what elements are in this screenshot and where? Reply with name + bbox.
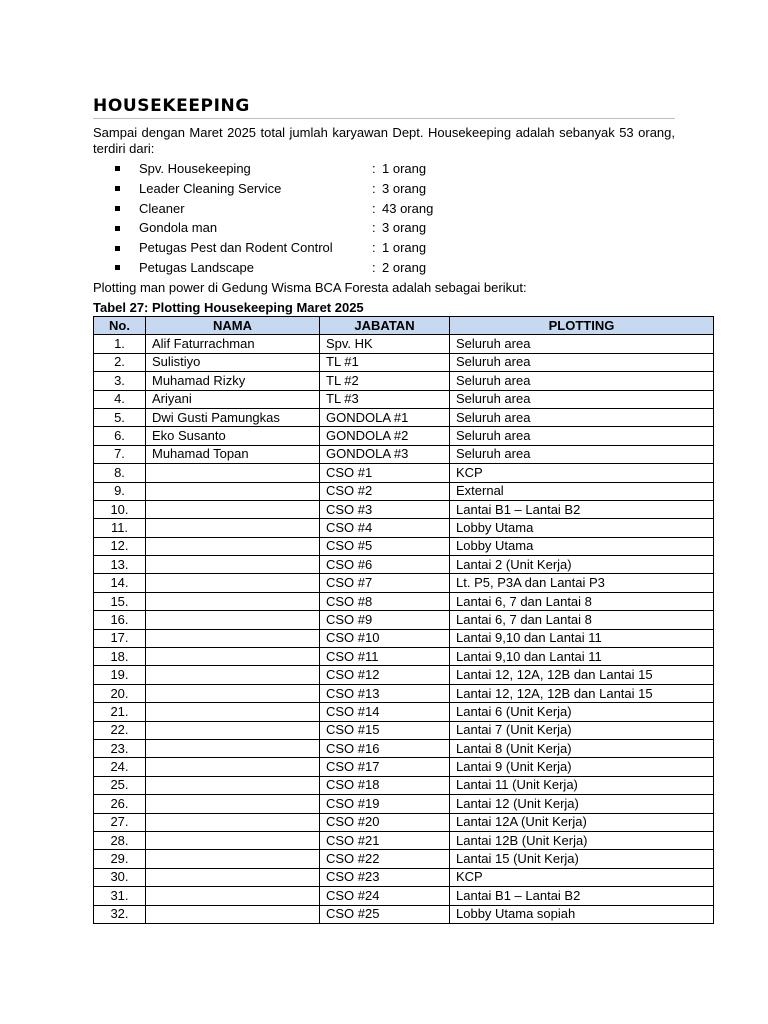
- cell-plotting: Lantai B1 – Lantai B2: [450, 500, 714, 518]
- table-row: [94, 684, 714, 702]
- cell-no: 24.: [94, 758, 146, 776]
- header-plotting: PLOTTING: [450, 317, 714, 335]
- table-row: [94, 335, 714, 353]
- cell-jabatan: CSO #15: [320, 721, 450, 739]
- cell-jabatan: CSO #19: [320, 795, 450, 813]
- staff-count: 3 orang: [382, 180, 427, 196]
- cell-no: 2.: [94, 353, 146, 371]
- cell-nama: [146, 795, 320, 813]
- cell-plotting: Lobby Utama: [450, 537, 714, 555]
- cell-plotting: Lantai 11 (Unit Kerja): [450, 776, 714, 794]
- table-row: [94, 445, 714, 463]
- cell-plotting: Lantai 12B (Unit Kerja): [450, 831, 714, 849]
- heading-divider: [93, 118, 675, 119]
- cell-jabatan: CSO #13: [320, 684, 450, 702]
- cell-nama: [146, 666, 320, 684]
- cell-no: 3.: [94, 372, 146, 390]
- cell-plotting: Lantai 12, 12A, 12B dan Lantai 15: [450, 666, 714, 684]
- staff-separator: :: [372, 200, 376, 216]
- cell-plotting: Lobby Utama sopiah: [450, 905, 714, 923]
- cell-jabatan: CSO #23: [320, 868, 450, 886]
- cell-jabatan: CSO #1: [320, 464, 450, 482]
- cell-no: 16.: [94, 611, 146, 629]
- cell-jabatan: Spv. HK: [320, 335, 450, 353]
- cell-nama: [146, 739, 320, 757]
- header-nama: NAMA: [146, 317, 320, 335]
- table-row: [94, 592, 714, 610]
- square-bullet-icon: [115, 219, 120, 237]
- staff-count: 1 orang: [382, 240, 427, 256]
- cell-no: 28.: [94, 831, 146, 849]
- cell-nama: [146, 574, 320, 592]
- plotting-note: Plotting man power di Gedung Wisma BCA Foresta adalah sebagai berikut:: [93, 280, 527, 295]
- header-jabatan: JABATAN: [320, 317, 450, 335]
- intro-paragraph: Sampai dengan Maret 2025 total jumlah karyawan Dept. Housekeeping adalah sebanyak 53 orang, terdiri dari:: [93, 125, 675, 156]
- cell-nama: [146, 592, 320, 610]
- cell-plotting: Seluruh area: [450, 390, 714, 408]
- cell-plotting: Lantai 12 (Unit Kerja): [450, 795, 714, 813]
- cell-no: 5.: [94, 408, 146, 426]
- staff-count: 1 orang: [382, 161, 427, 176]
- cell-jabatan: CSO #6: [320, 556, 450, 574]
- cell-plotting: Lt. P5, P3A dan Lantai P3: [450, 574, 714, 592]
- cell-plotting: Lantai 2 (Unit Kerja): [450, 556, 714, 574]
- section-heading: HOUSEKEEPING: [93, 96, 250, 116]
- cell-no: 25.: [94, 776, 146, 794]
- header-no: No.: [94, 317, 146, 335]
- cell-no: 1.: [94, 335, 146, 353]
- cell-plotting: KCP: [450, 464, 714, 482]
- cell-plotting: Seluruh area: [450, 445, 714, 463]
- cell-no: 23.: [94, 739, 146, 757]
- cell-no: 17.: [94, 629, 146, 647]
- table-row: [94, 776, 714, 794]
- cell-jabatan: CSO #16: [320, 739, 450, 757]
- cell-nama: [146, 556, 320, 574]
- cell-plotting: Lantai 9 (Unit Kerja): [450, 758, 714, 776]
- cell-no: 14.: [94, 574, 146, 592]
- cell-jabatan: CSO #10: [320, 629, 450, 647]
- cell-nama: [146, 500, 320, 518]
- cell-jabatan: TL #1: [320, 353, 450, 371]
- cell-no: 30.: [94, 868, 146, 886]
- table-row: [94, 408, 714, 426]
- table-row: [94, 887, 714, 905]
- cell-no: 7.: [94, 445, 146, 463]
- table-row: [94, 353, 714, 371]
- square-bullet-icon: [115, 239, 120, 257]
- cell-plotting: Seluruh area: [450, 427, 714, 445]
- cell-nama: [146, 776, 320, 794]
- cell-jabatan: CSO #4: [320, 519, 450, 537]
- table-row: [94, 813, 714, 831]
- cell-no: 26.: [94, 795, 146, 813]
- cell-plotting: Seluruh area: [450, 372, 714, 390]
- staff-separator: :: [372, 240, 376, 256]
- cell-jabatan: CSO #24: [320, 887, 450, 905]
- table-row: [94, 703, 714, 721]
- cell-plotting: Lantai 7 (Unit Kerja): [450, 721, 714, 739]
- cell-nama: Muhamad Topan: [146, 445, 320, 463]
- table-row: [94, 795, 714, 813]
- staff-separator: :: [372, 259, 376, 275]
- staff-role: Spv. Housekeeping: [139, 161, 251, 176]
- table-row: [94, 500, 714, 518]
- table-row: [94, 648, 714, 666]
- table-body: [94, 335, 714, 924]
- cell-no: 8.: [94, 464, 146, 482]
- cell-plotting: Seluruh area: [450, 335, 714, 353]
- cell-no: 31.: [94, 887, 146, 905]
- cell-jabatan: CSO #14: [320, 703, 450, 721]
- cell-plotting: Seluruh area: [450, 408, 714, 426]
- cell-plotting: Lantai 6 (Unit Kerja): [450, 703, 714, 721]
- cell-nama: [146, 464, 320, 482]
- cell-jabatan: CSO #18: [320, 776, 450, 794]
- cell-plotting: Seluruh area: [450, 353, 714, 371]
- staff-separator: :: [372, 220, 376, 236]
- cell-no: 6.: [94, 427, 146, 445]
- cell-no: 29.: [94, 850, 146, 868]
- cell-nama: [146, 684, 320, 702]
- staff-role: Cleaner: [139, 200, 185, 216]
- table-row: [94, 611, 714, 629]
- cell-plotting: Lantai B1 – Lantai B2: [450, 887, 714, 905]
- table-caption: Tabel 27: Plotting Housekeeping Maret 2025: [93, 300, 364, 315]
- cell-nama: Alif Faturrachman: [146, 335, 320, 353]
- staff-role: Leader Cleaning Service: [139, 180, 282, 196]
- table-row: [94, 831, 714, 849]
- staff-count: 3 orang: [382, 220, 427, 236]
- cell-no: 32.: [94, 905, 146, 923]
- cell-jabatan: TL #2: [320, 372, 450, 390]
- square-bullet-icon: [115, 180, 120, 198]
- table-row: [94, 519, 714, 537]
- cell-plotting: Lantai 15 (Unit Kerja): [450, 850, 714, 868]
- cell-no: 20.: [94, 684, 146, 702]
- cell-jabatan: CSO #21: [320, 831, 450, 849]
- table-row: [94, 390, 714, 408]
- table-row: [94, 739, 714, 757]
- square-bullet-icon: [115, 160, 120, 178]
- cell-no: 11.: [94, 519, 146, 537]
- staff-count: 2 orang: [382, 259, 427, 275]
- plotting-table: [93, 316, 714, 924]
- cell-jabatan: GONDOLA #1: [320, 408, 450, 426]
- cell-jabatan: CSO #3: [320, 500, 450, 518]
- table-row: [94, 372, 714, 390]
- cell-jabatan: GONDOLA #2: [320, 427, 450, 445]
- cell-plotting: Lantai 9,10 dan Lantai 11: [450, 648, 714, 666]
- cell-plotting: Lantai 6, 7 dan Lantai 8: [450, 592, 714, 610]
- cell-plotting: Lantai 6, 7 dan Lantai 8: [450, 611, 714, 629]
- cell-nama: [146, 537, 320, 555]
- cell-nama: [146, 648, 320, 666]
- cell-no: 4.: [94, 390, 146, 408]
- staff-role: Petugas Landscape: [139, 259, 254, 275]
- cell-plotting: Lantai 12A (Unit Kerja): [450, 813, 714, 831]
- table-row: [94, 574, 714, 592]
- table-row: [94, 905, 714, 923]
- staff-separator: :: [372, 180, 376, 196]
- cell-no: 10.: [94, 500, 146, 518]
- cell-plotting: External: [450, 482, 714, 500]
- cell-no: 13.: [94, 556, 146, 574]
- cell-jabatan: CSO #12: [320, 666, 450, 684]
- table-row: [94, 868, 714, 886]
- cell-plotting: Lantai 8 (Unit Kerja): [450, 739, 714, 757]
- cell-nama: [146, 629, 320, 647]
- cell-jabatan: CSO #25: [320, 905, 450, 923]
- cell-nama: Ariyani: [146, 390, 320, 408]
- table-row: [94, 464, 714, 482]
- cell-jabatan: CSO #17: [320, 758, 450, 776]
- cell-nama: [146, 758, 320, 776]
- square-bullet-icon: [115, 259, 120, 277]
- cell-no: 27.: [94, 813, 146, 831]
- cell-jabatan: CSO #22: [320, 850, 450, 868]
- table-row: [94, 666, 714, 684]
- cell-no: 12.: [94, 537, 146, 555]
- cell-jabatan: GONDOLA #3: [320, 445, 450, 463]
- cell-jabatan: CSO #5: [320, 537, 450, 555]
- cell-plotting: KCP: [450, 868, 714, 886]
- cell-nama: [146, 482, 320, 500]
- table-row: [94, 556, 714, 574]
- cell-nama: Muhamad Rizky: [146, 372, 320, 390]
- cell-nama: [146, 519, 320, 537]
- cell-jabatan: CSO #7: [320, 574, 450, 592]
- table-row: [94, 482, 714, 500]
- cell-jabatan: CSO #8: [320, 592, 450, 610]
- cell-jabatan: CSO #2: [320, 482, 450, 500]
- square-bullet-icon: [115, 200, 120, 218]
- cell-nama: [146, 721, 320, 739]
- cell-nama: [146, 703, 320, 721]
- cell-nama: Sulistiyo: [146, 353, 320, 371]
- table-row: [94, 537, 714, 555]
- cell-jabatan: CSO #20: [320, 813, 450, 831]
- cell-no: 15.: [94, 592, 146, 610]
- table-row: [94, 850, 714, 868]
- cell-nama: Eko Susanto: [146, 427, 320, 445]
- table-header-row: [94, 317, 714, 335]
- cell-nama: [146, 813, 320, 831]
- cell-no: 19.: [94, 666, 146, 684]
- table-row: [94, 427, 714, 445]
- cell-no: 21.: [94, 703, 146, 721]
- cell-no: 9.: [94, 482, 146, 500]
- table-row: [94, 629, 714, 647]
- cell-jabatan: TL #3: [320, 390, 450, 408]
- cell-plotting: Lantai 12, 12A, 12B dan Lantai 15: [450, 684, 714, 702]
- cell-nama: [146, 868, 320, 886]
- table-row: [94, 758, 714, 776]
- cell-nama: [146, 905, 320, 923]
- staff-role: Petugas Pest dan Rodent Control: [139, 240, 333, 256]
- cell-jabatan: CSO #11: [320, 648, 450, 666]
- cell-nama: [146, 850, 320, 868]
- staff-separator: :: [372, 161, 376, 176]
- cell-nama: [146, 831, 320, 849]
- cell-no: 22.: [94, 721, 146, 739]
- cell-no: 18.: [94, 648, 146, 666]
- cell-plotting: Lobby Utama: [450, 519, 714, 537]
- cell-plotting: Lantai 9,10 dan Lantai 11: [450, 629, 714, 647]
- staff-role: Gondola man: [139, 220, 218, 236]
- staff-count: 43 orang: [382, 200, 434, 216]
- cell-nama: Dwi Gusti Pamungkas: [146, 408, 320, 426]
- cell-jabatan: CSO #9: [320, 611, 450, 629]
- table-row: [94, 721, 714, 739]
- cell-nama: [146, 887, 320, 905]
- cell-nama: [146, 611, 320, 629]
